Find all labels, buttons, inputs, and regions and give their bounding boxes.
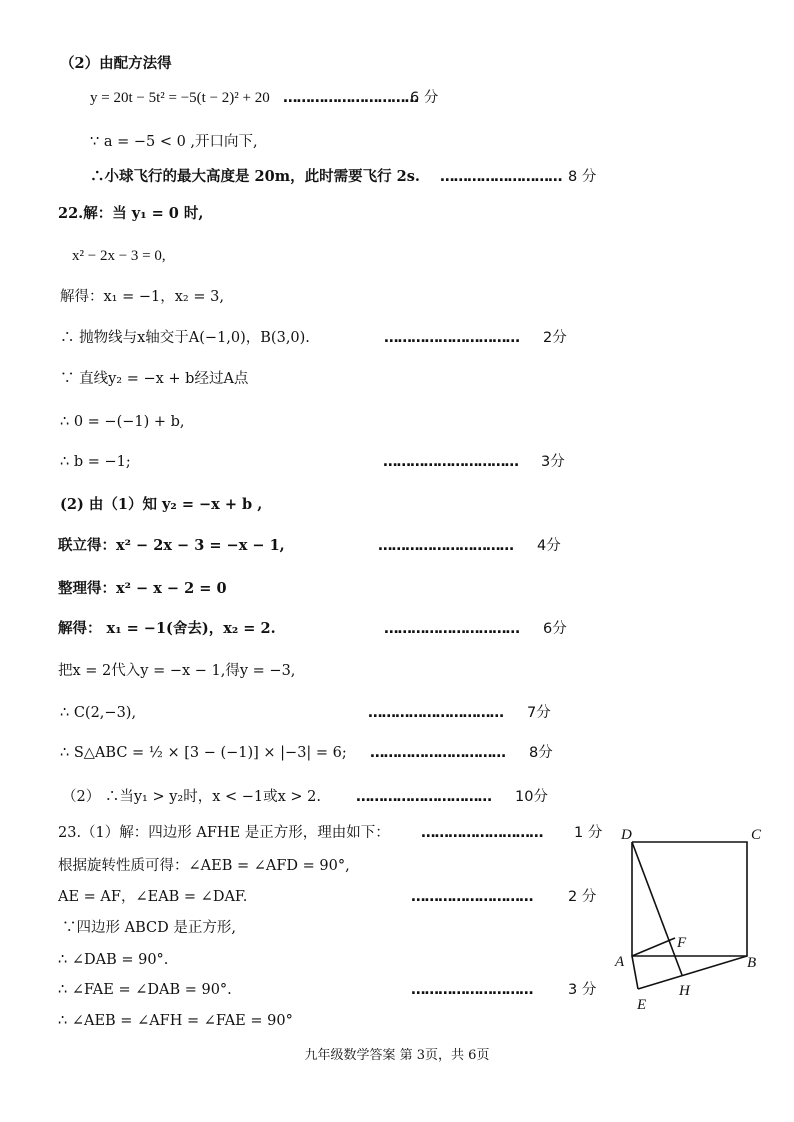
solution-line: ∵ 直线y₂ = −x + b经过A点 bbox=[60, 371, 249, 387]
label-b: B bbox=[747, 955, 757, 971]
solution-line: （2）由配方法得 bbox=[60, 55, 172, 72]
segment-a-e bbox=[632, 956, 638, 989]
score-points: 3分 bbox=[541, 454, 565, 470]
solution-line: (2) 由（1）知 y₂ = −x + b , bbox=[60, 496, 263, 513]
score-leader-dots: ………………………… bbox=[384, 621, 519, 637]
score-leader-dots: ………………………… bbox=[370, 745, 505, 761]
score-points: 8分 bbox=[529, 745, 553, 761]
solution-line: ∴小球飞行的最大高度是 20m，此时需要飞行 2s. bbox=[90, 168, 420, 185]
solution-line: 23.（1）解：四边形 AFHE 是正方形，理由如下： bbox=[58, 825, 390, 841]
score-leader-dots: ………………………… bbox=[283, 90, 418, 106]
solution-line: 整理得：x² − x − 2 = 0 bbox=[58, 580, 227, 597]
score-points: 6 分 bbox=[410, 90, 439, 106]
solution-line: 22.解：当 y₁ = 0 时, bbox=[58, 205, 204, 222]
score-leader-dots: ……………………… bbox=[421, 825, 543, 841]
label-e: E bbox=[637, 997, 647, 1013]
score-leader-dots: ……………………… bbox=[440, 169, 562, 185]
score-leader-dots: ………………………… bbox=[378, 538, 513, 554]
solution-line: 联立得：x² − 2x − 3 = −x − 1, bbox=[58, 537, 285, 554]
segment-e-b bbox=[638, 956, 747, 989]
solution-line: ∴ C(2,−3), bbox=[60, 705, 137, 721]
solution-line: ∴ 0 = −(−1) + b, bbox=[60, 414, 185, 430]
label-d: D bbox=[621, 827, 632, 843]
solution-line: ∴ ∠AEB = ∠AFH = ∠FAE = 90° bbox=[58, 1013, 293, 1029]
solution-line: （2） ∴当y₁ > y₂时，x < −1或x > 2. bbox=[62, 789, 322, 805]
solution-line: 解得：x₁ = −1，x₂ = 3, bbox=[60, 289, 224, 305]
solution-line: ∴ b = −1; bbox=[60, 454, 131, 470]
score-points: 4分 bbox=[537, 538, 561, 554]
square-geometry-figure bbox=[605, 820, 775, 1020]
solution-line: AE = AF，∠EAB = ∠DAF. bbox=[58, 889, 248, 905]
score-points: 3 分 bbox=[568, 982, 597, 998]
score-leader-dots: ………………………… bbox=[383, 454, 518, 470]
square-abcd bbox=[632, 842, 747, 956]
score-leader-dots: ………………………… bbox=[384, 330, 519, 346]
score-points: 6分 bbox=[543, 621, 567, 637]
label-f: F bbox=[677, 935, 687, 951]
label-h: H bbox=[679, 983, 690, 999]
score-points: 8 分 bbox=[568, 169, 597, 185]
solution-line: x² − 2x − 3 = 0, bbox=[72, 248, 166, 264]
solution-line: ∴ 抛物线与x轴交于A(−1,0)，B(3,0). bbox=[60, 330, 310, 346]
score-leader-dots: ………………………… bbox=[368, 705, 503, 721]
solution-line: ∵ a = −5 < 0 ,开口向下, bbox=[90, 134, 258, 150]
solution-line: 解得： x₁ = −1(舍去)，x₂ = 2. bbox=[58, 620, 276, 637]
score-points: 2 分 bbox=[568, 889, 597, 905]
solution-line: ∵四边形 ABCD 是正方形, bbox=[62, 920, 236, 936]
solution-line: ∴ ∠DAB = 90°. bbox=[58, 952, 169, 968]
score-points: 7分 bbox=[527, 705, 551, 721]
label-c: C bbox=[751, 827, 762, 843]
label-a: A bbox=[615, 954, 625, 970]
solution-line: ∴ ∠FAE = ∠DAB = 90°. bbox=[58, 982, 232, 998]
score-points: 2分 bbox=[543, 330, 567, 346]
segment-d-h bbox=[632, 842, 682, 975]
solution-line: 根据旋转性质可得：∠AEB = ∠AFD = 90°, bbox=[58, 858, 350, 874]
solution-line: 把x = 2代入y = −x − 1,得y = −3, bbox=[58, 663, 296, 679]
score-points: 1 分 bbox=[574, 825, 603, 841]
segment-a-f bbox=[632, 938, 675, 956]
solution-line: ∴ S△ABC = ½ × [3 − (−1)] × |−3| = 6; bbox=[60, 745, 347, 761]
score-leader-dots: ……………………… bbox=[411, 889, 533, 905]
score-leader-dots: ……………………… bbox=[411, 982, 533, 998]
score-leader-dots: ………………………… bbox=[356, 789, 491, 805]
page-footer: 九年级数学答案 第 3页，共 6页 bbox=[304, 1048, 490, 1063]
solution-line: y = 20t − 5t² = −5(t − 2)² + 20 bbox=[90, 90, 270, 106]
score-points: 10分 bbox=[515, 789, 548, 805]
